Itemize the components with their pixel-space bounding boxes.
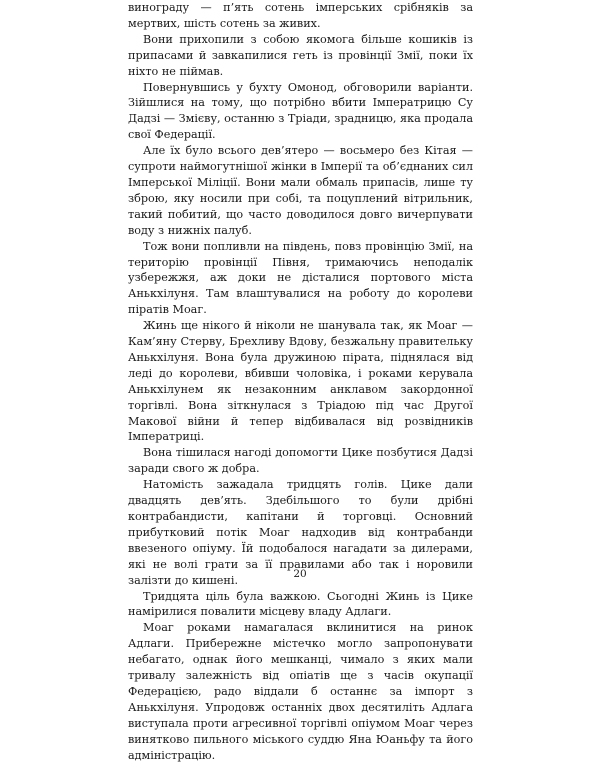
paragraph-4: Але їх було всього дев’ятеро — восьмеро без Кітая — супроти наймогутнішої жінки в Імперії та об’єднаних сил Імперської Міліції. Вони мали обмаль припасів, лише ту зброю, яку носили при собі, та поцуплений вітрильник, такий побитий, що часто доводилося довго вичерпувати воду з нижніх палуб. bbox=[128, 144, 473, 237]
paragraph-6: Жинь ще нікого й ніколи не шанувала так, як Моаг — Кам’яну Стерву, Брехливу Вдову, безжальну правительку Анькхілуня. Вона була дружиною пірата, піднялася від леді до королеви, вбивши чоловіка, і роками керувала Анькхілунем як незаконним анклавом закордонної торгівлі. Вона зіткнулася з Тріадою під час Другої Макової війни й тепер відбивалася від розвідників Імператриці. bbox=[128, 319, 473, 444]
page-number: 20 bbox=[293, 568, 307, 580]
paragraph-2: Вони прихопили з собою якомога більше кошиків із припасами й завкапилися геть із провінції Змії, поки їх ніхто не піймав. bbox=[128, 32, 473, 78]
page-text-block bbox=[128, 0, 473, 764]
paragraph-5: Тож вони попливли на південь, повз провінцію Змії, на територію провінції Півня, тримаючись неподалік узбережжя, аж доки не дісталися портового міста Анькхілуня. Там влаштувалися на роботу до королеви піратів Моаг. bbox=[128, 239, 473, 317]
paragraph-3: Повернувшись у бухту Омонод, обговорили варіанти. Зійшлися на тому, що потрібно вбити Імператрицю Су Дадзі — Змієву, останню з Тріади, зрадницю, яка продала свої Федерації. bbox=[128, 80, 473, 142]
paragraph-7: Вона тішилася нагоді допомогти Цике позбутися Дадзі заради свого ж добра. bbox=[128, 446, 473, 476]
paragraph-9: Тридцята ціль була важкою. Сьогодні Жинь із Цике намірилися повалити місцеву владу Адлаги. bbox=[128, 589, 473, 619]
paragraph-1: винограду — п’ять сотень імперських срібняків за мертвих, шість сотень за живих. bbox=[128, 1, 473, 30]
paragraph-8: Натомість зажадала тридцять голів. Цике дали двадцять дев’ять. Здебільшого то були дрібні контрабандисти, капітани й торговці. Основний прибутковий потік Моаг надходив від контрабанди ввезеного опіуму. Їй подобалося нагадати за дилерами, які не волі грати за її правилами або так і норовили залізти до кишені. bbox=[128, 478, 473, 587]
paragraph-10: Моаг роками намагалася вклинитися на ринок Адлаги. Прибережне містечко могло запропонувати небагато, однак його мешканці, чимало з яких мали тривалу залежність від опіатів ще з часів окупації Федерацією, радо віддали б останнє за імпорт з Анькхілуня. Упродовж останніх двох десятиліть Адлага виступала проти агресивної торгівлі опіумом Моаг через винятково пильного міського суддю Яна Юаньфу та його адміністрацію. bbox=[128, 621, 473, 762]
